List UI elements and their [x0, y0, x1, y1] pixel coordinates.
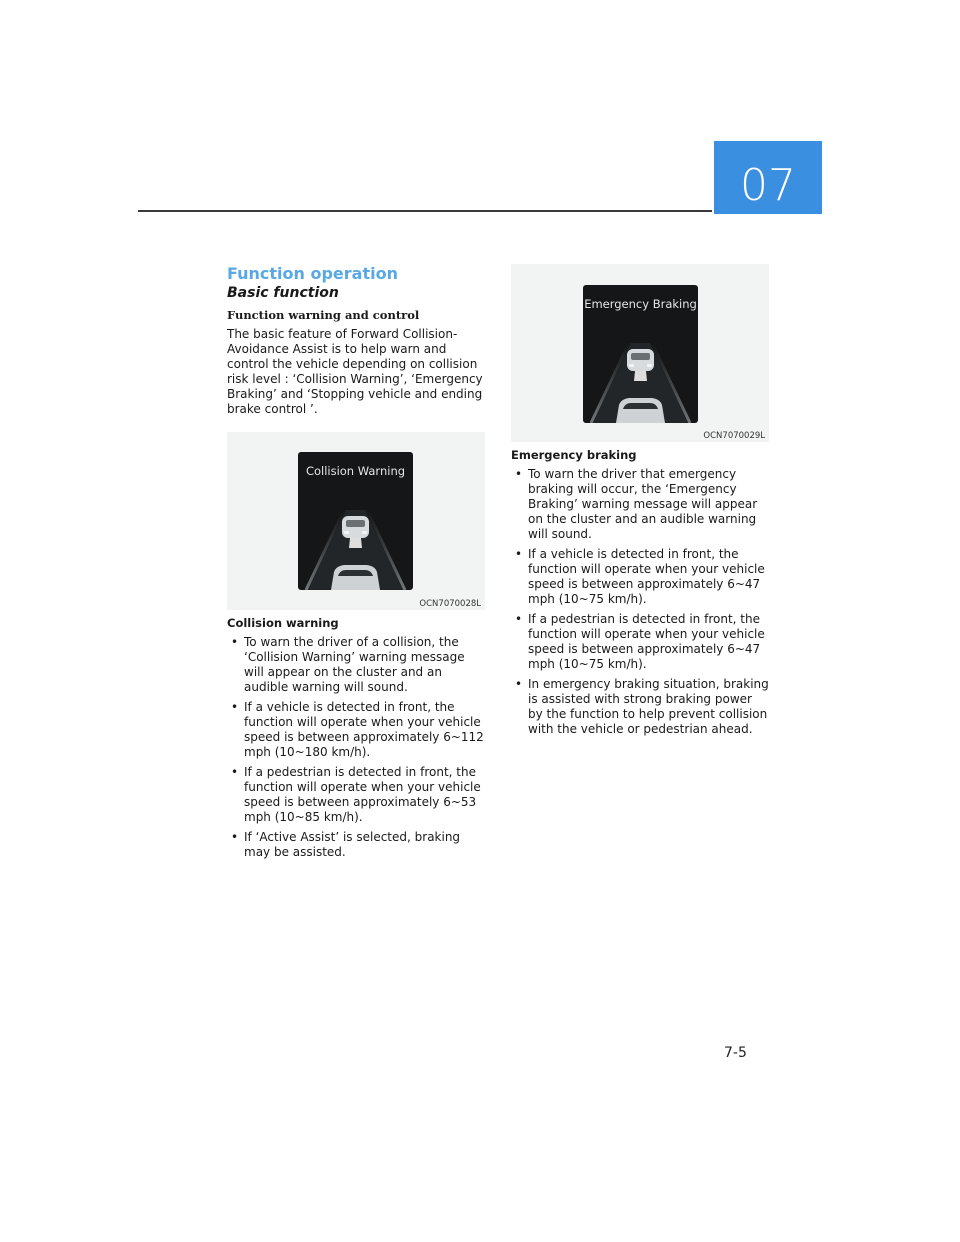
list-item: • To warn the driver that emergency braking will occur, the ‘Emergency Braking’ warning message will appear on the cluster and an audible warning will sound. [515, 467, 758, 541]
own-car-icon [331, 565, 380, 590]
front-car-icon [342, 516, 369, 538]
road-illustration [583, 285, 698, 423]
caption-emergency-braking: Emergency braking [511, 448, 637, 462]
header-rule [138, 210, 712, 212]
emergency-braking-list [511, 467, 769, 737]
own-car-icon [616, 398, 665, 423]
list-item: • In emergency braking situation, braking is assisted with strong braking power by the function to help prevent collision with the vehicle or pedestrian ahead. [515, 677, 769, 736]
intro-paragraph: The basic feature of Forward Collision-Avoidance Assist is to help warn and control the vehicle depending on collision risk level : ‘Collision Warning’, ‘Emergency Braking’ and ‘Stopping vehicle and ending brake control ’. [227, 327, 483, 416]
collision-warning-list [227, 635, 485, 860]
road-illustration [298, 452, 413, 590]
list-item: • If ‘Active Assist’ is selected, braking may be assisted. [231, 830, 461, 859]
chapter-number: 07 [740, 160, 796, 211]
page-number: 7-5 [724, 1045, 747, 1061]
caption-collision-warning: Collision warning [227, 616, 339, 630]
minor-title: Function warning and control [227, 308, 420, 322]
figure-emergency-braking [511, 264, 769, 442]
figure-code: OCN7070029L [703, 431, 765, 441]
list-item: • To warn the driver of a collision, the ‘Collision Warning’ warning message will appear on the cluster and an audible warning will sound. [231, 635, 465, 694]
cluster-screen [298, 452, 413, 590]
cluster-screen [583, 285, 698, 423]
list-item: • If a pedestrian is detected in front, the function will operate when your vehicle speed is between approximately 6~53 mph (10~85 km/h). [231, 765, 481, 824]
figure-code: OCN7070028L [419, 599, 481, 609]
list-item: • If a pedestrian is detected in front, the function will operate when your vehicle speed is between approximately 6~47 mph (10~75 km/h). [515, 612, 765, 671]
section-title: Function operation [227, 264, 398, 283]
front-car-icon [627, 349, 654, 371]
cluster-message: Collision Warning [305, 464, 406, 478]
left-column [227, 264, 485, 865]
figure-collision-warning [227, 432, 485, 610]
chapter-tab [714, 141, 822, 214]
right-column [511, 264, 769, 742]
list-item: • If a vehicle is detected in front, the function will operate when your vehicle speed is between approximately 6~112 mph (10~180 km/h). [231, 700, 484, 759]
sub-title: Basic function [227, 285, 339, 301]
cluster-message: Emergency Braking [584, 297, 697, 311]
list-item: • If a vehicle is detected in front, the function will operate when your vehicle speed is between approximately 6~47 mph (10~75 km/h). [515, 547, 765, 606]
